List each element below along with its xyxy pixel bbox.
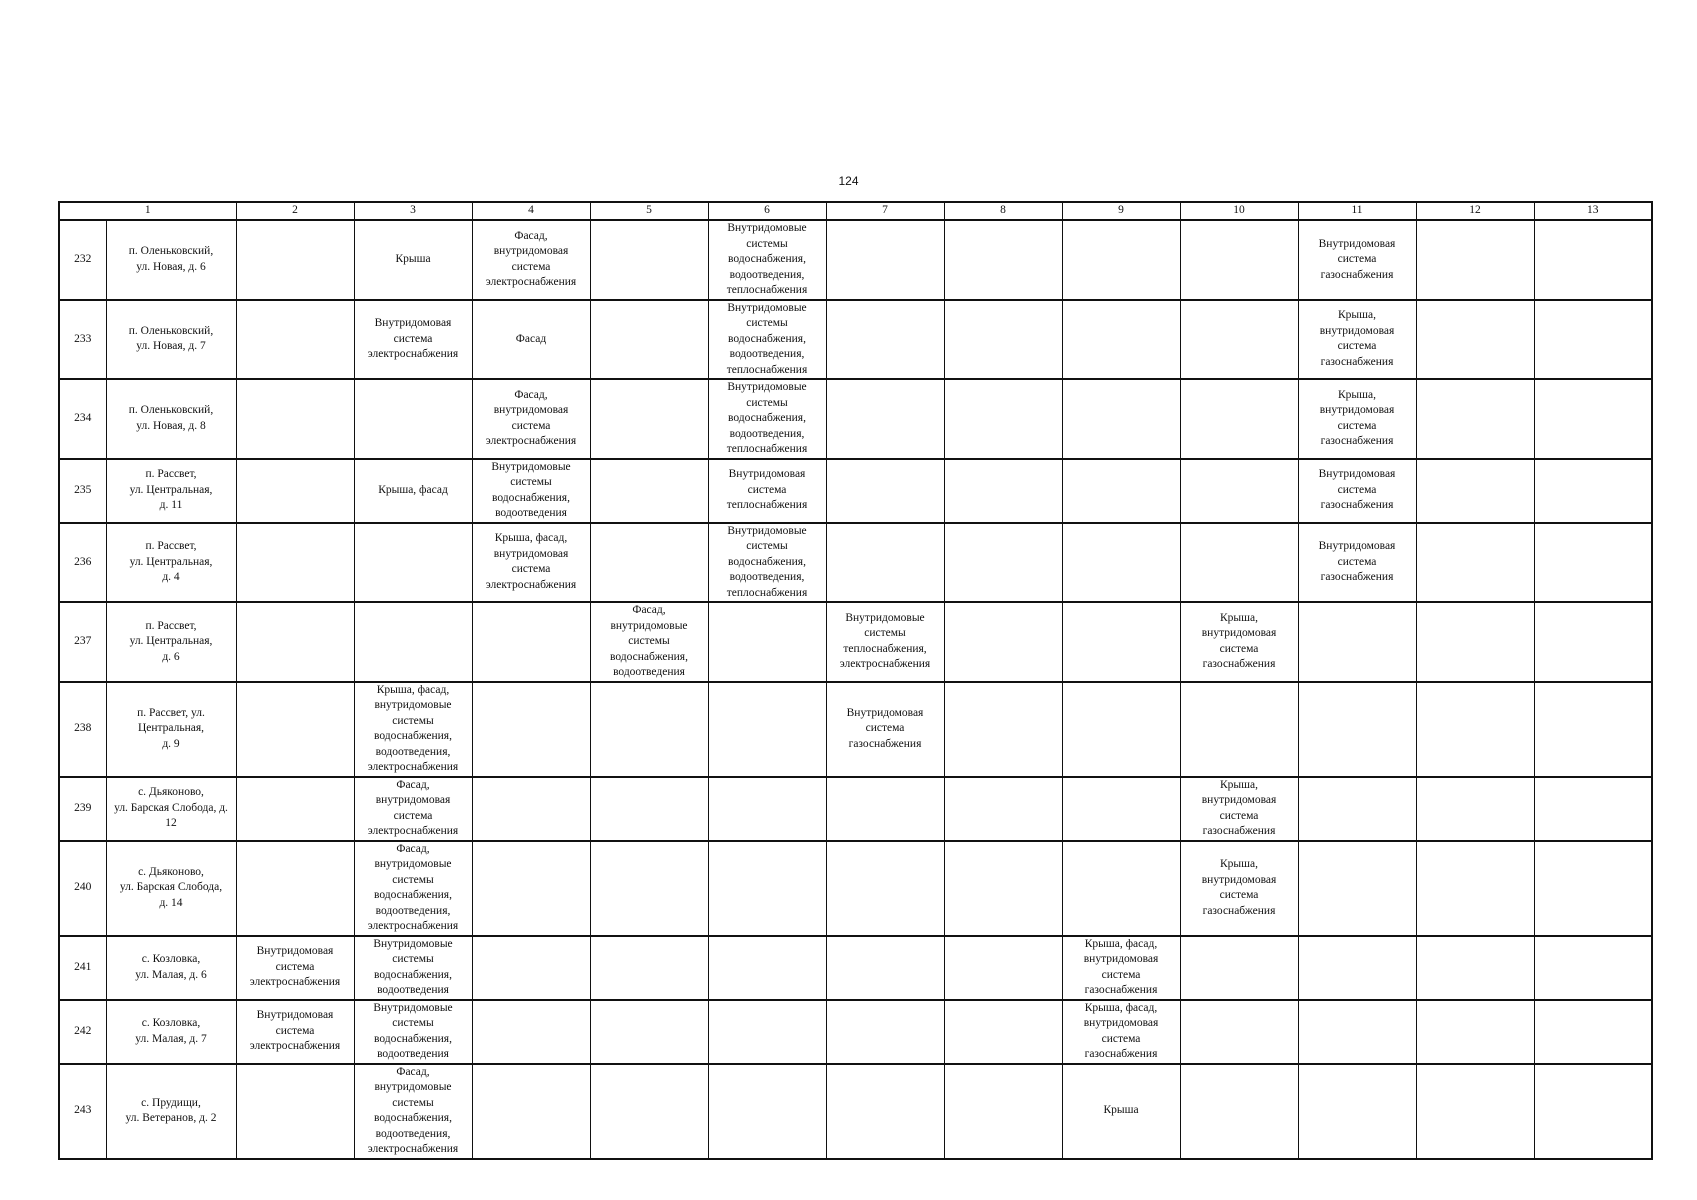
work-cell-col-7 — [826, 379, 944, 459]
work-text: Фасад, внутридомовые системы водоснабжения, водоотведения — [610, 604, 688, 678]
work-cell-col-3 — [354, 523, 472, 603]
work-text: Внутридомовая система электроснабжения — [249, 1009, 341, 1053]
work-cell-col-7 — [826, 300, 944, 380]
work-cell-col-12 — [1416, 841, 1534, 936]
column-header-2: 2 — [236, 202, 354, 220]
work-cell-col-8 — [944, 1064, 1062, 1159]
work-text: Крыша, внутридомовая система газоснабжения — [1201, 778, 1277, 837]
work-text: Внутридомовые системы водоснабжения, водоотведения, теплоснабжения — [726, 222, 808, 296]
work-text: Фасад, внутридомовая система электроснабжения — [485, 388, 577, 448]
work-cell-col-10 — [1180, 459, 1298, 523]
work-cell-col-13 — [1534, 602, 1652, 682]
row-number: 234 — [59, 379, 106, 459]
address-text: с. Дьяконово, ул. Барская Слобода, д. 12 — [114, 786, 228, 830]
work-cell-col-2 — [236, 1000, 354, 1064]
work-cell-col-13 — [1534, 777, 1652, 841]
work-cell-col-7 — [826, 936, 944, 1000]
address-cell — [106, 936, 236, 1000]
work-text: Внутридомовые системы водоснабжения, водоотведения, теплоснабжения — [726, 301, 808, 376]
work-cell-col-11 — [1298, 841, 1416, 936]
column-header-12: 12 — [1416, 202, 1534, 220]
work-cell-col-13 — [1534, 379, 1652, 459]
work-text: Внутридомовая система электроснабжения — [367, 317, 459, 360]
row-number: 233 — [59, 300, 106, 380]
work-cell-col-8 — [944, 777, 1062, 841]
address-cell — [106, 602, 236, 682]
column-header-5: 5 — [590, 202, 708, 220]
work-cell-col-4 — [472, 459, 590, 523]
work-cell-col-8 — [944, 1000, 1062, 1064]
work-text: Внутридомовые системы водоснабжения, водоотведения, теплоснабжения — [726, 524, 808, 599]
work-cell-col-3 — [354, 602, 472, 682]
work-cell-col-9 — [1062, 523, 1180, 603]
work-cell-col-6 — [708, 379, 826, 459]
work-cell-col-5 — [590, 936, 708, 1000]
work-cell-col-11 — [1298, 300, 1416, 380]
row-number: 240 — [59, 841, 106, 936]
column-header-3: 3 — [354, 202, 472, 220]
table-row — [59, 777, 1652, 841]
work-cell-col-5 — [590, 1000, 708, 1064]
work-cell-col-6 — [708, 841, 826, 936]
address-cell — [106, 1000, 236, 1064]
work-text: Крыша, фасад, внутридомовые системы водоснабжения, водоотведения, электроснабжения — [367, 683, 459, 773]
work-cell-col-9 — [1062, 602, 1180, 682]
address-cell — [106, 1064, 236, 1159]
work-cell-col-9 — [1062, 220, 1180, 300]
work-cell-col-5 — [590, 300, 708, 380]
work-cell-col-10 — [1180, 841, 1298, 936]
row-number: 237 — [59, 602, 106, 682]
work-cell-col-10 — [1180, 682, 1298, 777]
work-cell-col-12 — [1416, 220, 1534, 300]
work-text: Внутридомовые системы водоснабжения, водоотведения — [373, 937, 453, 996]
work-text: Внутридомовая система электроснабжения — [249, 945, 341, 989]
work-cell-col-2 — [236, 523, 354, 603]
work-text: Внутридомовая система газоснабжения — [1318, 237, 1396, 281]
work-cell-col-3 — [354, 459, 472, 523]
work-cell-col-5 — [590, 682, 708, 777]
address-cell — [106, 777, 236, 841]
work-cell-col-13 — [1534, 1000, 1652, 1064]
table-row — [59, 602, 1652, 682]
work-cell-col-5 — [590, 220, 708, 300]
work-cell-col-6 — [708, 936, 826, 1000]
work-cell-col-10 — [1180, 602, 1298, 682]
work-text: Крыша, внутридомовая система газоснабжения — [1319, 309, 1395, 368]
work-cell-col-6 — [708, 777, 826, 841]
work-cell-col-6 — [708, 1000, 826, 1064]
table-row — [59, 682, 1652, 777]
work-cell-col-5 — [590, 523, 708, 603]
work-cell-col-9 — [1062, 459, 1180, 523]
work-cell-col-12 — [1416, 602, 1534, 682]
work-cell-col-6 — [708, 523, 826, 603]
work-text: Внутридомовая система газоснабжения — [846, 706, 924, 750]
work-cell-col-7 — [826, 220, 944, 300]
work-text: Крыша, фасад, внутридомовая система электроснабжения — [485, 532, 577, 591]
work-cell-col-2 — [236, 300, 354, 380]
work-cell-col-2 — [236, 220, 354, 300]
work-cell-col-10 — [1180, 523, 1298, 603]
work-cell-col-3 — [354, 1000, 472, 1064]
work-cell-col-11 — [1298, 523, 1416, 603]
address-text: п. Рассвет, ул. Центральная, д. 9 — [137, 706, 205, 750]
work-text: Внутридомовая система газоснабжения — [1318, 468, 1396, 512]
work-cell-col-5 — [590, 841, 708, 936]
work-cell-col-5 — [590, 777, 708, 841]
work-cell-col-8 — [944, 936, 1062, 1000]
work-text: Крыша — [395, 253, 431, 265]
table-body — [59, 220, 1652, 1159]
table-row — [59, 220, 1652, 300]
work-cell-col-8 — [944, 300, 1062, 380]
work-cell-col-8 — [944, 379, 1062, 459]
work-cell-col-13 — [1534, 1064, 1652, 1159]
work-cell-col-8 — [944, 459, 1062, 523]
work-cell-col-10 — [1180, 220, 1298, 300]
work-cell-col-9 — [1062, 300, 1180, 380]
work-cell-col-10 — [1180, 777, 1298, 841]
work-cell-col-11 — [1298, 1000, 1416, 1064]
works-schedule-table — [58, 201, 1653, 1160]
address-cell — [106, 300, 236, 380]
address-cell — [106, 682, 236, 777]
work-cell-col-12 — [1416, 777, 1534, 841]
work-cell-col-10 — [1180, 300, 1298, 380]
work-cell-col-13 — [1534, 220, 1652, 300]
work-cell-col-8 — [944, 682, 1062, 777]
work-cell-col-11 — [1298, 1064, 1416, 1159]
work-cell-col-6 — [708, 682, 826, 777]
work-cell-col-3 — [354, 936, 472, 1000]
work-cell-col-12 — [1416, 523, 1534, 603]
row-number: 238 — [59, 682, 106, 777]
work-cell-col-13 — [1534, 936, 1652, 1000]
work-text: Крыша, фасад, внутридомовая система газоснабжения — [1083, 1001, 1159, 1060]
work-cell-col-3 — [354, 1064, 472, 1159]
column-number-header-row — [59, 202, 1652, 220]
work-text: Фасад, внутридомовая система электроснабжения — [367, 778, 459, 837]
work-cell-col-6 — [708, 300, 826, 380]
work-cell-col-11 — [1298, 602, 1416, 682]
table-row — [59, 841, 1652, 936]
work-cell-col-11 — [1298, 936, 1416, 1000]
work-cell-col-2 — [236, 459, 354, 523]
work-text: Фасад, внутридомовые системы водоснабжения, водоотведения, электроснабжения — [367, 1065, 459, 1155]
work-text: Крыша, внутридомовая система газоснабжения — [1201, 611, 1277, 671]
work-cell-col-5 — [590, 459, 708, 523]
work-cell-col-6 — [708, 1064, 826, 1159]
work-cell-col-9 — [1062, 841, 1180, 936]
column-header-9: 9 — [1062, 202, 1180, 220]
work-cell-col-3 — [354, 841, 472, 936]
work-cell-col-7 — [826, 682, 944, 777]
work-text: Фасад — [515, 332, 547, 345]
work-cell-col-3 — [354, 682, 472, 777]
column-header-10: 10 — [1180, 202, 1298, 220]
work-cell-col-12 — [1416, 682, 1534, 777]
table-row — [59, 1064, 1652, 1159]
address-cell — [106, 523, 236, 603]
work-cell-col-12 — [1416, 379, 1534, 459]
address-text: с. Козловка, ул. Малая, д. 7 — [135, 1017, 207, 1045]
column-header-4: 4 — [472, 202, 590, 220]
address-text: с. Прудищи, ул. Ветеранов, д. 2 — [125, 1096, 217, 1124]
work-text: Крыша, фасад — [378, 483, 448, 496]
work-cell-col-4 — [472, 777, 590, 841]
work-cell-col-4 — [472, 602, 590, 682]
work-cell-col-12 — [1416, 936, 1534, 1000]
work-cell-col-13 — [1534, 459, 1652, 523]
work-cell-col-3 — [354, 777, 472, 841]
work-cell-col-4 — [472, 1000, 590, 1064]
address-text: п. Оленьковский, ул. Новая, д. 7 — [128, 324, 214, 353]
work-cell-col-7 — [826, 841, 944, 936]
work-cell-col-4 — [472, 523, 590, 603]
row-number: 239 — [59, 777, 106, 841]
work-cell-col-4 — [472, 936, 590, 1000]
work-text: Крыша, внутридомовая система газоснабжения — [1201, 858, 1277, 917]
column-header-13: 13 — [1534, 202, 1652, 220]
work-cell-col-2 — [236, 379, 354, 459]
column-header-7: 7 — [826, 202, 944, 220]
work-cell-col-5 — [590, 602, 708, 682]
work-cell-col-7 — [826, 459, 944, 523]
work-text: Крыша, внутридомовая система газоснабжения — [1319, 388, 1395, 448]
work-text: Внутридомовые системы водоснабжения, водоотведения — [491, 460, 571, 519]
work-cell-col-4 — [472, 682, 590, 777]
work-cell-col-11 — [1298, 682, 1416, 777]
row-number: 235 — [59, 459, 106, 523]
work-cell-col-2 — [236, 682, 354, 777]
work-cell-col-11 — [1298, 379, 1416, 459]
work-cell-col-4 — [472, 379, 590, 459]
column-header-8: 8 — [944, 202, 1062, 220]
work-cell-col-9 — [1062, 1000, 1180, 1064]
address-cell — [106, 459, 236, 523]
work-cell-col-7 — [826, 1000, 944, 1064]
work-cell-col-4 — [472, 841, 590, 936]
table-row — [59, 379, 1652, 459]
address-cell — [106, 841, 236, 936]
work-cell-col-6 — [708, 220, 826, 300]
table-row — [59, 936, 1652, 1000]
work-cell-col-4 — [472, 300, 590, 380]
work-text: Внутридомовая система газоснабжения — [1318, 540, 1396, 583]
work-cell-col-9 — [1062, 777, 1180, 841]
work-cell-col-10 — [1180, 936, 1298, 1000]
work-cell-col-8 — [944, 220, 1062, 300]
address-text: п. Оленьковский, ул. Новая, д. 8 — [128, 404, 214, 432]
address-cell — [106, 379, 236, 459]
work-cell-col-2 — [236, 1064, 354, 1159]
work-text: Внутридомовая система теплоснабжения — [726, 468, 808, 512]
work-cell-col-13 — [1534, 682, 1652, 777]
row-number: 236 — [59, 523, 106, 603]
table-row — [59, 300, 1652, 380]
work-cell-col-8 — [944, 523, 1062, 603]
column-header-1: 1 — [59, 202, 236, 220]
work-cell-col-10 — [1180, 1064, 1298, 1159]
work-cell-col-12 — [1416, 300, 1534, 380]
work-cell-col-9 — [1062, 936, 1180, 1000]
work-cell-col-3 — [354, 220, 472, 300]
work-text: Фасад, внутридомовые системы водоснабжения, водоотведения, электроснабжения — [367, 842, 459, 932]
work-cell-col-13 — [1534, 523, 1652, 603]
column-header-6: 6 — [708, 202, 826, 220]
work-cell-col-2 — [236, 841, 354, 936]
work-cell-col-11 — [1298, 459, 1416, 523]
work-cell-col-12 — [1416, 1000, 1534, 1064]
work-text: Внутридомовые системы теплоснабжения, электроснабжения — [839, 611, 931, 671]
work-cell-col-2 — [236, 936, 354, 1000]
work-cell-col-11 — [1298, 777, 1416, 841]
row-number: 241 — [59, 936, 106, 1000]
table-row — [59, 459, 1652, 523]
address-text: п. Рассвет, ул. Центральная, д. 11 — [129, 468, 213, 512]
work-text: Фасад, внутридомовая система электроснабжения — [485, 229, 577, 289]
column-header-11: 11 — [1298, 202, 1416, 220]
work-text: Внутридомовые системы водоснабжения, водоотведения — [373, 1001, 453, 1060]
work-text: Крыша — [1103, 1104, 1139, 1117]
work-cell-col-10 — [1180, 1000, 1298, 1064]
work-cell-col-13 — [1534, 841, 1652, 936]
address-text: с. Дьяконово, ул. Барская Слобода, д. 14 — [119, 865, 223, 909]
table-row — [59, 1000, 1652, 1064]
table-row — [59, 523, 1652, 603]
work-cell-col-5 — [590, 1064, 708, 1159]
work-cell-col-4 — [472, 220, 590, 300]
work-cell-col-13 — [1534, 300, 1652, 380]
work-text: Внутридомовые системы водоснабжения, водоотведения, теплоснабжения — [726, 381, 808, 455]
work-cell-col-3 — [354, 300, 472, 380]
work-cell-col-4 — [472, 1064, 590, 1159]
work-cell-col-6 — [708, 602, 826, 682]
work-cell-col-7 — [826, 602, 944, 682]
work-cell-col-7 — [826, 1064, 944, 1159]
address-text: п. Оленьковский, ул. Новая, д. 6 — [128, 245, 214, 273]
work-cell-col-8 — [944, 841, 1062, 936]
work-cell-col-12 — [1416, 1064, 1534, 1159]
work-cell-col-6 — [708, 459, 826, 523]
work-cell-col-2 — [236, 602, 354, 682]
address-text: п. Рассвет, ул. Центральная, д. 6 — [129, 619, 213, 663]
work-cell-col-9 — [1062, 682, 1180, 777]
work-cell-col-10 — [1180, 379, 1298, 459]
page-number: 124 — [838, 174, 859, 188]
work-cell-col-5 — [590, 379, 708, 459]
work-cell-col-7 — [826, 777, 944, 841]
row-number: 242 — [59, 1000, 106, 1064]
work-cell-col-8 — [944, 602, 1062, 682]
address-text: п. Рассвет, ул. Центральная, д. 4 — [129, 540, 213, 583]
work-cell-col-9 — [1062, 1064, 1180, 1159]
address-cell — [106, 220, 236, 300]
row-number: 243 — [59, 1064, 106, 1159]
work-cell-col-7 — [826, 523, 944, 603]
work-cell-col-11 — [1298, 220, 1416, 300]
work-text: Крыша, фасад, внутридомовая система газоснабжения — [1083, 937, 1159, 996]
row-number: 232 — [59, 220, 106, 300]
work-cell-col-12 — [1416, 459, 1534, 523]
address-text: с. Козловка, ул. Малая, д. 6 — [135, 953, 207, 981]
work-cell-col-3 — [354, 379, 472, 459]
work-cell-col-2 — [236, 777, 354, 841]
work-cell-col-9 — [1062, 379, 1180, 459]
